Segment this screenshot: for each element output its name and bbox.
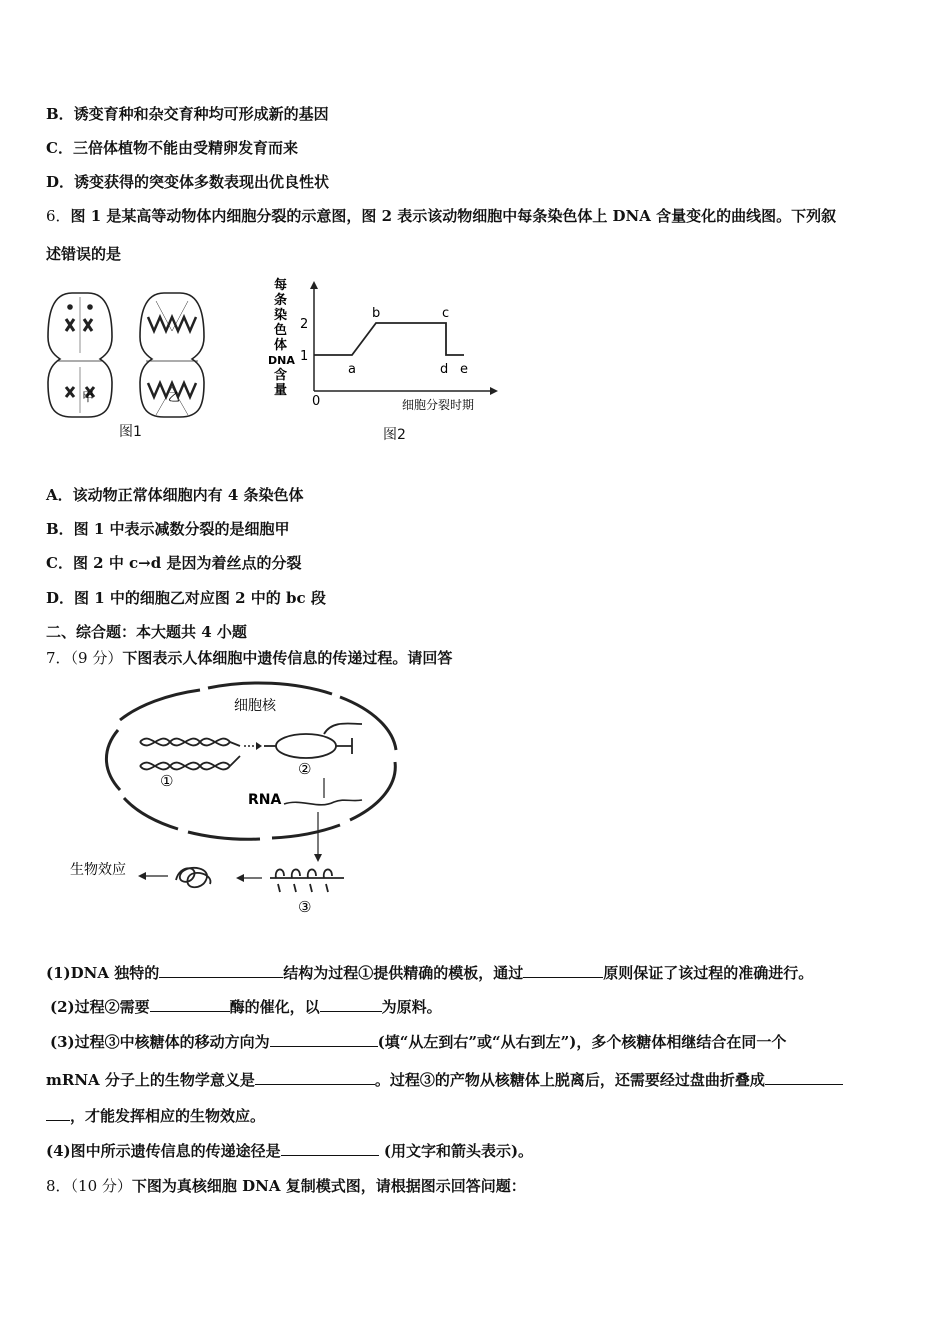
q7-s2-b: 酶的催化，以 — [229, 998, 320, 1016]
marker-3: ③ — [298, 898, 312, 916]
q7-s3-d: 。过程③的产物从核糖体上脱离后，还需要经过盘曲折叠成 — [374, 1071, 765, 1089]
answer-blank-2[interactable] — [523, 963, 603, 978]
option-d-prev: D．诱变获得的突变体多数表现出优良性状 — [46, 173, 330, 191]
q8-score: （10 分） — [70, 1177, 132, 1195]
folded-protein — [176, 868, 210, 887]
effect-arrow-head — [138, 872, 146, 880]
q7-sub-3-line3 — [46, 1105, 265, 1126]
rna-label: RNA — [248, 792, 282, 808]
marker-2: ② — [298, 760, 312, 778]
q6-option-a: A．该动物正常体细胞内有 4 条染色体 — [46, 486, 304, 504]
q8-number: 8． — [46, 1177, 71, 1195]
marker-1: ① — [160, 772, 174, 790]
point-label-c: c — [442, 306, 450, 321]
rna-strand — [284, 800, 362, 805]
y-axis-label-char: DNA — [268, 354, 295, 367]
answer-blank-6[interactable] — [255, 1070, 375, 1085]
x-axis-arrow — [490, 387, 498, 395]
q7-sub-3-line2 — [46, 1069, 843, 1090]
dna-double-helix — [140, 739, 240, 770]
answer-blank-8[interactable] — [281, 1141, 379, 1156]
effect-label: 生物效应 — [70, 862, 126, 878]
q6-option-b: B．图 1 中表示减数分裂的是细胞甲 — [46, 520, 290, 538]
q6-option-d: D．图 1 中的细胞乙对应图 2 中的 bc 段 — [46, 589, 326, 607]
q7-s3-e: ，才能发挥相应的生物效应。 — [70, 1107, 266, 1125]
q7-s1-a: (1)DNA 独特的 — [46, 964, 160, 982]
q7-s3-b: (填“从左到右”或“从右到左”)，多个核糖体相继结合在同一个 — [377, 1033, 787, 1051]
point-label-e: e — [460, 362, 468, 377]
figure-1-caption: 图1 — [119, 424, 142, 440]
polyribosome — [270, 869, 344, 892]
q6-number: 6． — [46, 207, 71, 225]
y-axis-label-char: 含 — [274, 368, 288, 383]
transcription-bubble — [264, 723, 362, 758]
q7-s3-c: mRNA 分子上的生物学意义是 — [46, 1071, 255, 1089]
y-axis-label-char: 量 — [274, 383, 288, 398]
figure-2-caption: 图2 — [383, 427, 406, 443]
y-axis-label-char: 染 — [274, 308, 288, 323]
option-b-prev: B．诱变育种和杂交育种均可形成新的基因 — [46, 105, 329, 123]
q7-s4-b: (用文字和箭头表示)。 — [378, 1142, 534, 1160]
x-axis-label: 细胞分裂时期 — [402, 398, 475, 412]
answer-blank-5[interactable] — [270, 1032, 378, 1047]
fold-arrow-head — [236, 874, 244, 882]
q7-sub-1 — [46, 962, 813, 983]
q7-s4-a: (4)图中所示遗传信息的传递途径是 — [46, 1142, 281, 1160]
answer-blank-3[interactable] — [150, 997, 230, 1012]
q7-s2-c: 为原料。 — [381, 998, 442, 1016]
q8-stem — [46, 1175, 526, 1196]
y-axis-label-char: 色 — [274, 323, 288, 338]
nucleus-label: 细胞核 — [234, 698, 276, 714]
answer-blank-4[interactable] — [320, 997, 382, 1012]
q7-sub-2 — [50, 996, 442, 1017]
y-axis-label-char: 体 — [274, 338, 288, 353]
q7-s1-b: 结构为过程①提供精确的模板，通过 — [283, 964, 524, 982]
option-c-prev: C．三倍体植物不能由受精卵发育而来 — [46, 139, 298, 157]
q7-text: 下图表示人体细胞中遗传信息的传递过程。请回答 — [122, 649, 453, 667]
y-axis-label — [268, 277, 295, 398]
point-label-d: d — [440, 362, 449, 377]
answer-blank-7-cont[interactable] — [46, 1106, 70, 1121]
q7-s2-a: (2)过程②需要 — [50, 998, 150, 1016]
arrow-head-1 — [256, 742, 262, 750]
q8-text: 下图为真核细胞 DNA 复制模式图，请根据图示回答问题： — [131, 1177, 526, 1195]
export-arrow-head — [314, 854, 322, 862]
q6-stem-line1 — [46, 205, 836, 226]
q7-s1-c: 原则保证了该过程的准确进行。 — [603, 964, 814, 982]
dna-content-line — [314, 323, 464, 355]
point-label-a: a — [348, 362, 356, 377]
q7-score: （9 分） — [70, 649, 123, 667]
y-axis-arrow — [310, 281, 318, 289]
answer-blank-1[interactable] — [159, 963, 283, 978]
figure-gene-expression — [62, 680, 402, 920]
q7-stem — [46, 647, 452, 668]
q6-stem-line2: 述错误的是 — [46, 245, 122, 263]
section-2-title: 二、综合题：本大题共 4 小题 — [46, 623, 247, 641]
y-tick-2: 2 — [300, 317, 309, 332]
label-jia: 甲 — [82, 390, 95, 404]
y-tick-1: 1 — [300, 349, 309, 364]
answer-blank-7[interactable] — [765, 1070, 843, 1085]
origin-label: 0 — [312, 394, 321, 409]
q7-number: 7． — [46, 649, 71, 667]
q7-s3-a: (3)过程③中核糖体的移动方向为 — [50, 1033, 270, 1051]
label-yi: 乙 — [168, 390, 181, 404]
q6-text-a: 图 1 是某高等动物体内细胞分裂的示意图，图 2 表示该动物细胞中每条染色体上 DNA 含量变化的曲线图。下列叙 — [70, 207, 837, 225]
q7-sub-4 — [46, 1140, 533, 1161]
y-axis-label-char: 每 — [274, 278, 288, 293]
point-label-b: b — [372, 306, 381, 321]
cell-jia — [48, 293, 112, 417]
q6-option-c: C．图 2 中 c→d 是因为着丝点的分裂 — [46, 554, 302, 572]
q7-sub-3-line1 — [50, 1031, 786, 1052]
y-axis-label-char: 条 — [274, 293, 288, 308]
